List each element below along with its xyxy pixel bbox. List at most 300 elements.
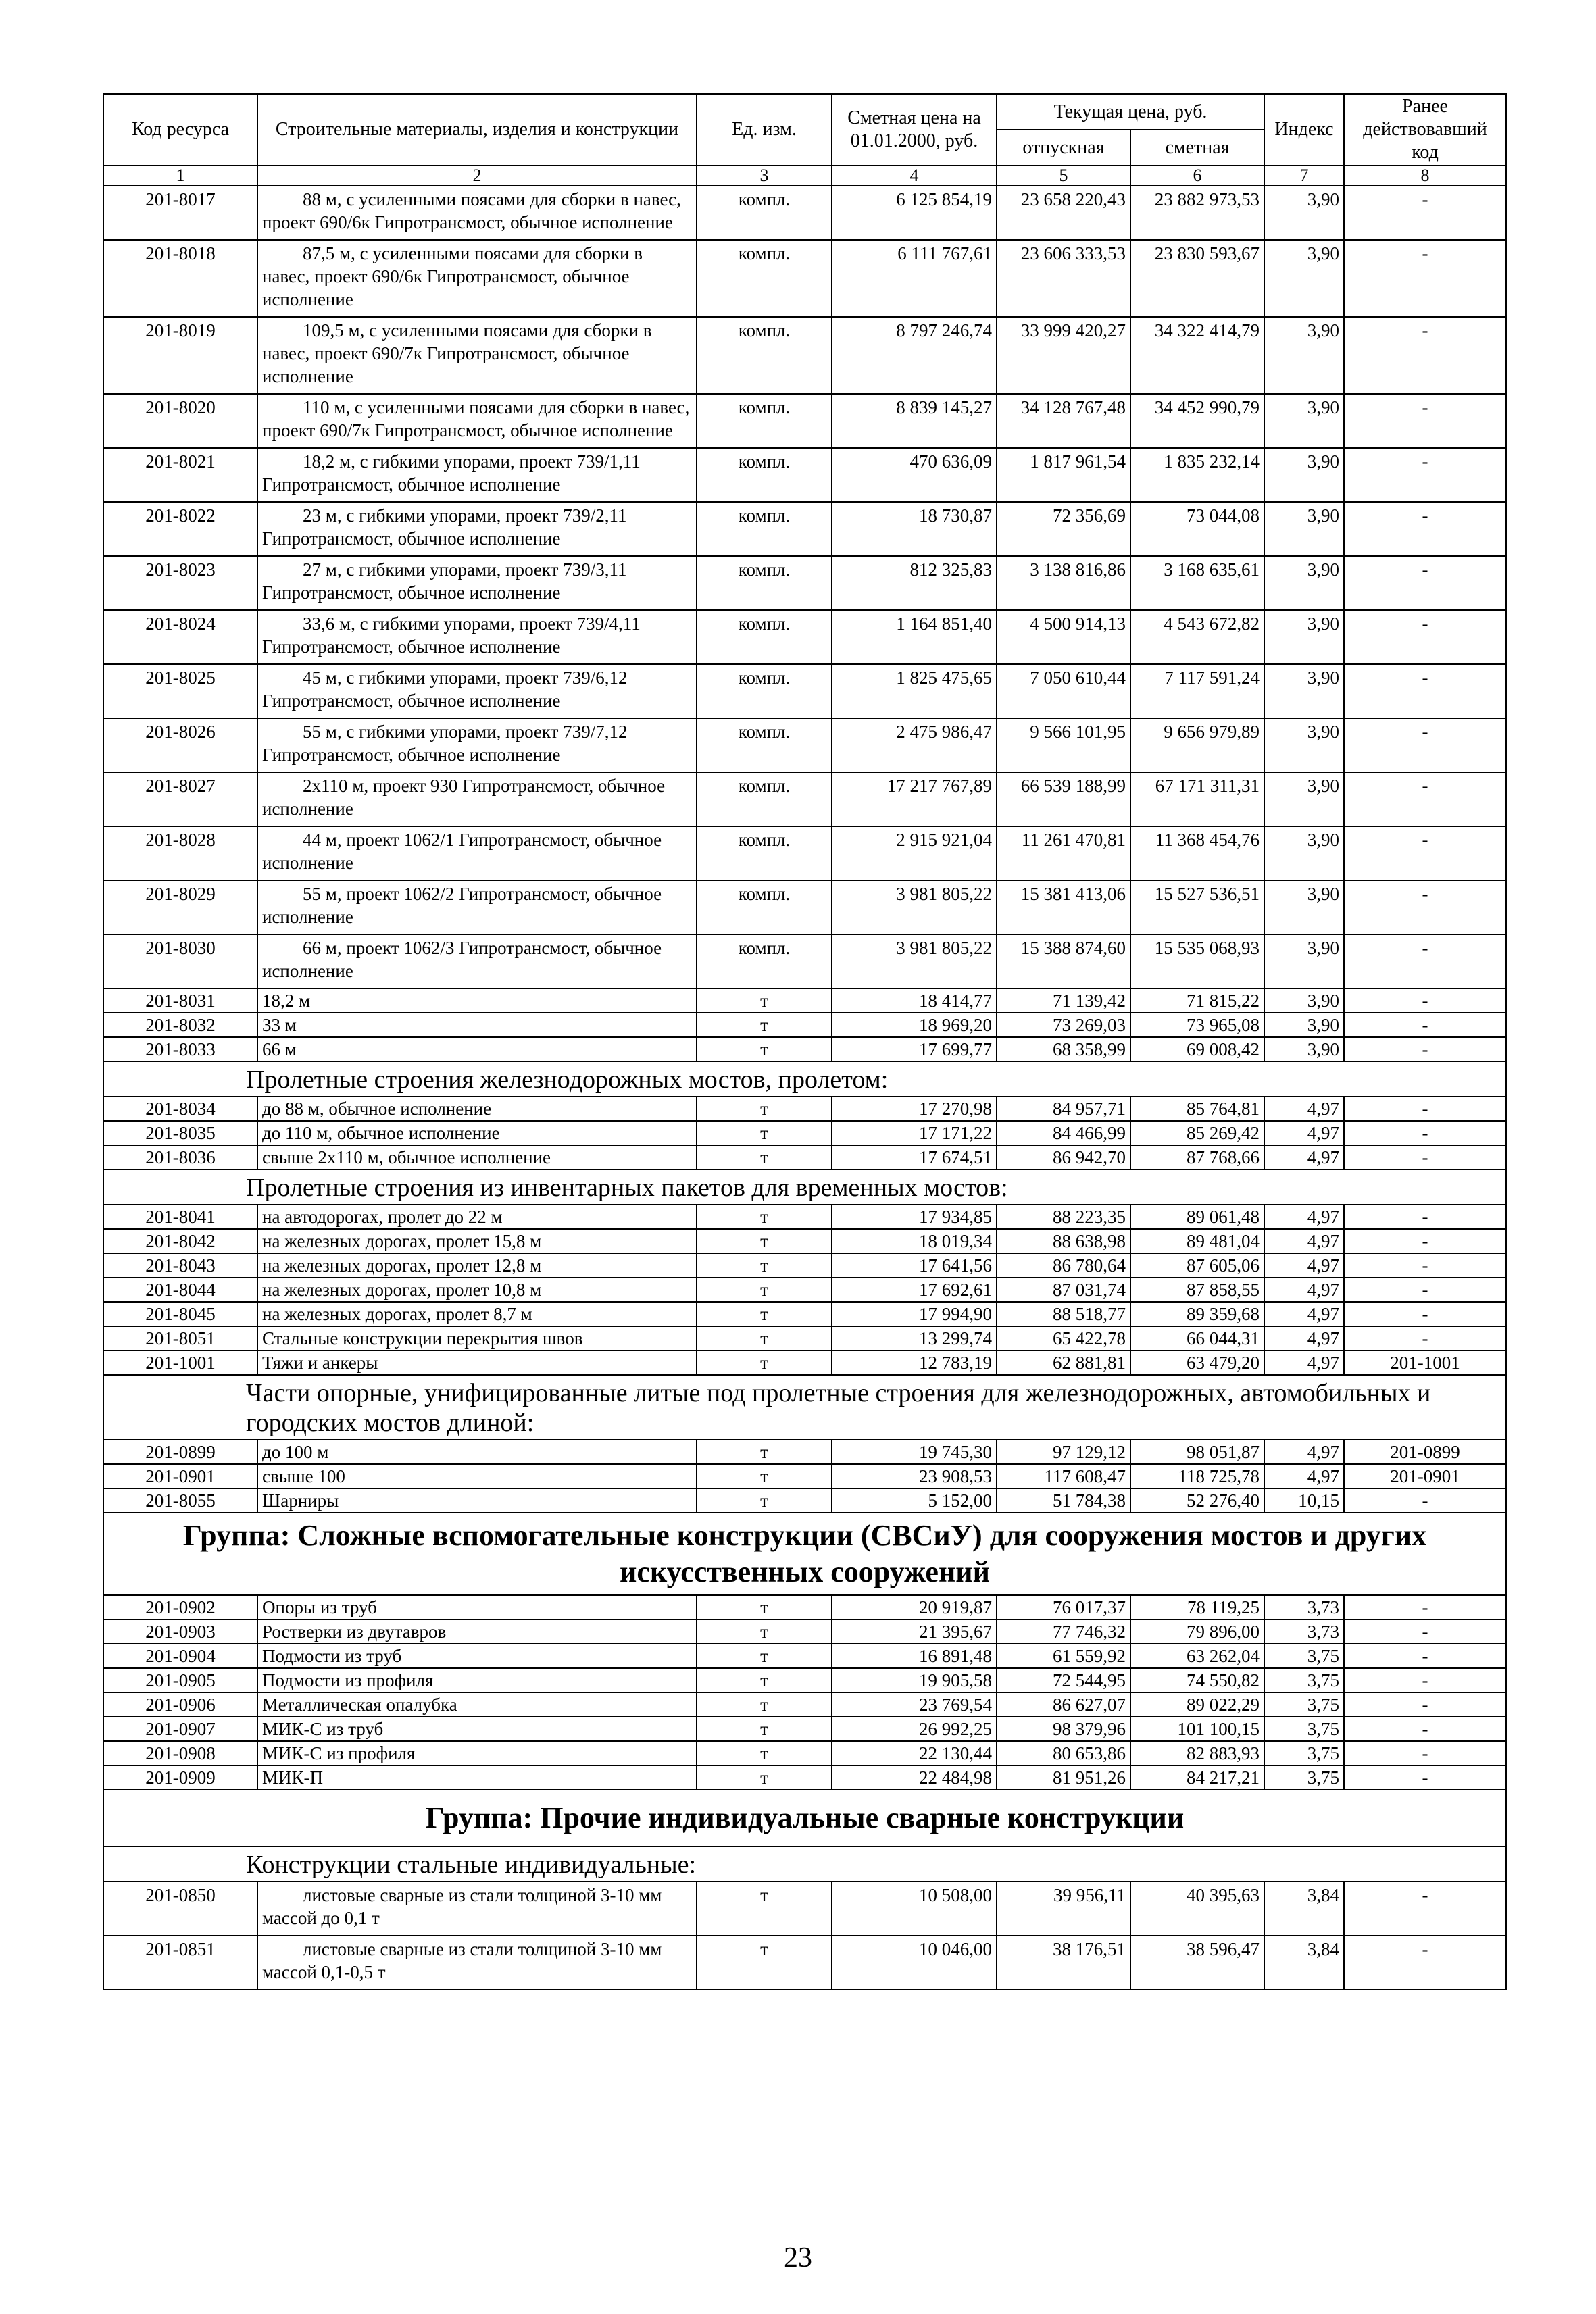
estimate-price: 23 830 593,67 bbox=[1130, 240, 1264, 317]
group-welded bbox=[103, 1790, 1506, 1846]
unit: т bbox=[697, 1440, 832, 1464]
estimate-price: 63 262,04 bbox=[1130, 1644, 1264, 1668]
column-number: 3 bbox=[697, 166, 832, 186]
table-row bbox=[103, 240, 1506, 317]
unit: т bbox=[697, 1936, 832, 1990]
price-index: 4,97 bbox=[1264, 1351, 1344, 1375]
resource-code: 201-0906 bbox=[103, 1692, 257, 1717]
column-number: 7 bbox=[1264, 166, 1344, 186]
section-rail-spans-title: Пролетные строения железнодорожных мостов, пролетом: bbox=[103, 1061, 1506, 1097]
price-index: 3,84 bbox=[1264, 1882, 1344, 1936]
resource-name: до 100 м bbox=[257, 1440, 697, 1464]
table-row bbox=[103, 448, 1506, 502]
resource-code: 201-8019 bbox=[103, 317, 257, 394]
resource-code: 201-8051 bbox=[103, 1326, 257, 1351]
release-price: 15 388 874,60 bbox=[997, 934, 1130, 988]
unit: компл. bbox=[697, 664, 832, 718]
release-price: 88 223,35 bbox=[997, 1205, 1130, 1229]
previous-code: - bbox=[1344, 1668, 1506, 1692]
release-price: 84 957,71 bbox=[997, 1097, 1130, 1121]
resource-code: 201-8044 bbox=[103, 1278, 257, 1302]
release-price: 65 422,78 bbox=[997, 1326, 1130, 1351]
header-estimate: сметная bbox=[1130, 130, 1264, 166]
resource-code: 201-0850 bbox=[103, 1882, 257, 1936]
page-number: 23 bbox=[784, 2242, 812, 2273]
header-base-price: Сметная цена на 01.01.2000, руб. bbox=[832, 94, 997, 166]
unit: т bbox=[697, 1488, 832, 1513]
estimate-price: 3 168 635,61 bbox=[1130, 556, 1264, 610]
unit: компл. bbox=[697, 556, 832, 610]
previous-code: - bbox=[1344, 826, 1506, 880]
base-price: 812 325,83 bbox=[832, 556, 997, 610]
previous-code: - bbox=[1344, 394, 1506, 448]
resource-name bbox=[257, 317, 697, 394]
price-sheet bbox=[103, 93, 1505, 1990]
price-index: 4,97 bbox=[1264, 1121, 1344, 1145]
release-price: 81 951,26 bbox=[997, 1765, 1130, 1790]
resource-name-text: 2x110 м, проект 930 Гипротрансмост, обычное исполнение bbox=[262, 776, 666, 819]
price-index: 4,97 bbox=[1264, 1326, 1344, 1351]
previous-code: - bbox=[1344, 1097, 1506, 1121]
base-price: 2 915 921,04 bbox=[832, 826, 997, 880]
previous-code: - bbox=[1344, 1229, 1506, 1253]
release-price: 72 356,69 bbox=[997, 502, 1130, 556]
table-row bbox=[103, 1253, 1506, 1278]
price-index: 3,90 bbox=[1264, 610, 1344, 664]
section-steel-structures-title: Конструкции стальные индивидуальные: bbox=[103, 1846, 1506, 1882]
table-row bbox=[103, 317, 1506, 394]
table-row bbox=[103, 1037, 1506, 1061]
price-index: 3,90 bbox=[1264, 1037, 1344, 1061]
previous-code: - bbox=[1344, 880, 1506, 934]
resource-code: 201-0909 bbox=[103, 1765, 257, 1790]
section-rail-spans bbox=[103, 1061, 1506, 1097]
resource-name: 33 м bbox=[257, 1013, 697, 1037]
estimate-price: 85 764,81 bbox=[1130, 1097, 1264, 1121]
resource-name bbox=[257, 1882, 697, 1936]
release-price: 88 518,77 bbox=[997, 1302, 1130, 1326]
price-index: 3,75 bbox=[1264, 1644, 1344, 1668]
release-price: 3 138 816,86 bbox=[997, 556, 1130, 610]
estimate-price: 38 596,47 bbox=[1130, 1936, 1264, 1990]
release-price: 68 358,99 bbox=[997, 1037, 1130, 1061]
base-price: 1 164 851,40 bbox=[832, 610, 997, 664]
release-price: 1 817 961,54 bbox=[997, 448, 1130, 502]
estimate-price: 79 896,00 bbox=[1130, 1619, 1264, 1644]
price-index: 3,90 bbox=[1264, 186, 1344, 240]
estimate-price: 73 044,08 bbox=[1130, 502, 1264, 556]
price-index: 4,97 bbox=[1264, 1278, 1344, 1302]
unit: т bbox=[697, 1013, 832, 1037]
base-price: 18 414,77 bbox=[832, 988, 997, 1013]
table-row bbox=[103, 1717, 1506, 1741]
column-number: 6 bbox=[1130, 166, 1264, 186]
previous-code: - bbox=[1344, 1488, 1506, 1513]
resource-name bbox=[257, 718, 697, 772]
resource-name-text: 87,5 м, с усиленными поясами для сборки в навес, проект 690/6к Гипротрансмост, обычное исполнение bbox=[262, 243, 643, 309]
unit: компл. bbox=[697, 880, 832, 934]
estimate-price: 98 051,87 bbox=[1130, 1440, 1264, 1464]
unit: компл. bbox=[697, 448, 832, 502]
resource-name: Подмости из труб bbox=[257, 1644, 697, 1668]
unit: т bbox=[697, 1302, 832, 1326]
resource-name bbox=[257, 610, 697, 664]
estimate-price: 71 815,22 bbox=[1130, 988, 1264, 1013]
release-price: 51 784,38 bbox=[997, 1488, 1130, 1513]
previous-code: - bbox=[1344, 317, 1506, 394]
unit: т bbox=[697, 1644, 832, 1668]
resource-name bbox=[257, 448, 697, 502]
table-row bbox=[103, 1278, 1506, 1302]
price-index: 3,90 bbox=[1264, 826, 1344, 880]
estimate-price: 7 117 591,24 bbox=[1130, 664, 1264, 718]
resource-name: МИК-С из труб bbox=[257, 1717, 697, 1741]
resource-name bbox=[257, 394, 697, 448]
release-price: 97 129,12 bbox=[997, 1440, 1130, 1464]
unit: т bbox=[697, 1741, 832, 1765]
estimate-price: 89 359,68 bbox=[1130, 1302, 1264, 1326]
resource-code: 201-0903 bbox=[103, 1619, 257, 1644]
previous-code: - bbox=[1344, 1302, 1506, 1326]
previous-code: - bbox=[1344, 556, 1506, 610]
resource-name-text: 66 м, проект 1062/3 Гипротрансмост, обычное исполнение bbox=[262, 938, 662, 981]
previous-code: - bbox=[1344, 1121, 1506, 1145]
previous-code: - bbox=[1344, 988, 1506, 1013]
table-row bbox=[103, 1692, 1506, 1717]
unit: т bbox=[697, 1253, 832, 1278]
resource-name: МИК-П bbox=[257, 1765, 697, 1790]
table-row bbox=[103, 1488, 1506, 1513]
resource-name-text: листовые сварные из стали толщиной 3-10 мм массой 0,1-0,5 т bbox=[262, 1939, 662, 1982]
estimate-price: 34 322 414,79 bbox=[1130, 317, 1264, 394]
base-price: 17 217 767,89 bbox=[832, 772, 997, 826]
table-row bbox=[103, 1302, 1506, 1326]
release-price: 86 942,70 bbox=[997, 1145, 1130, 1169]
price-index: 3,90 bbox=[1264, 988, 1344, 1013]
previous-code: - bbox=[1344, 1936, 1506, 1990]
base-price: 26 992,25 bbox=[832, 1717, 997, 1741]
resource-code: 201-0901 bbox=[103, 1464, 257, 1488]
header-release: отпускная bbox=[997, 130, 1130, 166]
previous-code: - bbox=[1344, 448, 1506, 502]
release-price: 80 653,86 bbox=[997, 1741, 1130, 1765]
table-row bbox=[103, 1464, 1506, 1488]
base-price: 3 981 805,22 bbox=[832, 934, 997, 988]
resource-code: 201-0902 bbox=[103, 1595, 257, 1619]
resource-code: 201-0904 bbox=[103, 1644, 257, 1668]
resource-code: 201-0899 bbox=[103, 1440, 257, 1464]
unit: компл. bbox=[697, 934, 832, 988]
base-price: 1 825 475,65 bbox=[832, 664, 997, 718]
resource-name: Стальные конструкции перекрытия швов bbox=[257, 1326, 697, 1351]
release-price: 23 658 220,43 bbox=[997, 186, 1130, 240]
resource-name bbox=[257, 502, 697, 556]
resource-code: 201-8045 bbox=[103, 1302, 257, 1326]
unit: компл. bbox=[697, 394, 832, 448]
estimate-price: 74 550,82 bbox=[1130, 1668, 1264, 1692]
resource-name bbox=[257, 186, 697, 240]
price-table bbox=[103, 93, 1507, 1990]
base-price: 22 484,98 bbox=[832, 1765, 997, 1790]
resource-name bbox=[257, 664, 697, 718]
resource-code: 201-8055 bbox=[103, 1488, 257, 1513]
estimate-price: 69 008,42 bbox=[1130, 1037, 1264, 1061]
base-price: 17 641,56 bbox=[832, 1253, 997, 1278]
unit: т bbox=[697, 1668, 832, 1692]
unit: т bbox=[697, 1619, 832, 1644]
resource-name-text: листовые сварные из стали толщиной 3-10 мм массой до 0,1 т bbox=[262, 1885, 662, 1928]
estimate-price: 1 835 232,14 bbox=[1130, 448, 1264, 502]
base-price: 10 046,00 bbox=[832, 1936, 997, 1990]
price-index: 4,97 bbox=[1264, 1145, 1344, 1169]
price-index: 3,90 bbox=[1264, 934, 1344, 988]
resource-name: Ростверки из двутавров bbox=[257, 1619, 697, 1644]
resource-name: на железных дорогах, пролет 10,8 м bbox=[257, 1278, 697, 1302]
estimate-price: 52 276,40 bbox=[1130, 1488, 1264, 1513]
base-price: 12 783,19 bbox=[832, 1351, 997, 1375]
release-price: 7 050 610,44 bbox=[997, 664, 1130, 718]
resource-name-text: 55 м, проект 1062/2 Гипротрансмост, обычное исполнение bbox=[262, 884, 662, 927]
estimate-price: 9 656 979,89 bbox=[1130, 718, 1264, 772]
resource-name: Подмости из профиля bbox=[257, 1668, 697, 1692]
resource-code: 201-0851 bbox=[103, 1936, 257, 1990]
estimate-price: 89 022,29 bbox=[1130, 1692, 1264, 1717]
previous-code: - bbox=[1344, 1013, 1506, 1037]
resource-name: Шарниры bbox=[257, 1488, 697, 1513]
release-price: 98 379,96 bbox=[997, 1717, 1130, 1741]
base-price: 470 636,09 bbox=[832, 448, 997, 502]
table-row bbox=[103, 1668, 1506, 1692]
resource-code: 201-8042 bbox=[103, 1229, 257, 1253]
release-price: 23 606 333,53 bbox=[997, 240, 1130, 317]
release-price: 4 500 914,13 bbox=[997, 610, 1130, 664]
table-row bbox=[103, 1619, 1506, 1644]
resource-name-text: 109,5 м, с усиленными поясами для сборки в навес, проект 690/7к Гипротрансмост, обычное исполнение bbox=[262, 320, 652, 386]
section-steel-structures bbox=[103, 1846, 1506, 1882]
price-index: 3,75 bbox=[1264, 1692, 1344, 1717]
table-row bbox=[103, 718, 1506, 772]
estimate-price: 40 395,63 bbox=[1130, 1882, 1264, 1936]
base-price: 20 919,87 bbox=[832, 1595, 997, 1619]
resource-name-text: 45 м, с гибкими упорами, проект 739/6,12 Гипротрансмост, обычное исполнение bbox=[262, 668, 628, 711]
resource-code: 201-8034 bbox=[103, 1097, 257, 1121]
unit: компл. bbox=[697, 610, 832, 664]
release-price: 87 031,74 bbox=[997, 1278, 1130, 1302]
previous-code: - bbox=[1344, 1717, 1506, 1741]
resource-name: Опоры из труб bbox=[257, 1595, 697, 1619]
table-row bbox=[103, 1765, 1506, 1790]
release-price: 66 539 188,99 bbox=[997, 772, 1130, 826]
release-price: 73 269,03 bbox=[997, 1013, 1130, 1037]
price-index: 3,90 bbox=[1264, 556, 1344, 610]
unit: т bbox=[697, 1037, 832, 1061]
base-price: 6 125 854,19 bbox=[832, 186, 997, 240]
release-price: 77 746,32 bbox=[997, 1619, 1130, 1644]
resource-name: Тяжи и анкеры bbox=[257, 1351, 697, 1375]
base-price: 23 908,53 bbox=[832, 1464, 997, 1488]
previous-code: - bbox=[1344, 1037, 1506, 1061]
price-index: 3,90 bbox=[1264, 718, 1344, 772]
resource-code: 201-8041 bbox=[103, 1205, 257, 1229]
estimate-price: 67 171 311,31 bbox=[1130, 772, 1264, 826]
estimate-price: 87 858,55 bbox=[1130, 1278, 1264, 1302]
resource-code: 201-8029 bbox=[103, 880, 257, 934]
resource-name: свыше 100 bbox=[257, 1464, 697, 1488]
group-welded-title: Группа: Прочие индивидуальные сварные конструкции bbox=[103, 1790, 1506, 1846]
estimate-price: 15 535 068,93 bbox=[1130, 934, 1264, 988]
previous-code: - bbox=[1344, 502, 1506, 556]
estimate-price: 4 543 672,82 bbox=[1130, 610, 1264, 664]
column-number: 4 bbox=[832, 166, 997, 186]
previous-code: - bbox=[1344, 1619, 1506, 1644]
header-prev-code: Ранее действовавший код bbox=[1344, 94, 1506, 166]
release-price: 71 139,42 bbox=[997, 988, 1130, 1013]
group-svsiu-title: Группа: Сложные вспомогательные конструкции (СВСиУ) для сооружения мостов и других искусственных сооружений bbox=[103, 1513, 1506, 1595]
resource-code: 201-1001 bbox=[103, 1351, 257, 1375]
resource-name bbox=[257, 772, 697, 826]
resource-name: свыше 2x110 м, обычное исполнение bbox=[257, 1145, 697, 1169]
release-price: 61 559,92 bbox=[997, 1644, 1130, 1668]
table-row bbox=[103, 1145, 1506, 1169]
unit: т bbox=[697, 1205, 832, 1229]
price-index: 4,97 bbox=[1264, 1097, 1344, 1121]
base-price: 17 674,51 bbox=[832, 1145, 997, 1169]
column-number-row bbox=[103, 166, 1506, 186]
header-current-price: Текущая цена, руб. bbox=[997, 94, 1264, 130]
price-index: 4,97 bbox=[1264, 1464, 1344, 1488]
base-price: 6 111 767,61 bbox=[832, 240, 997, 317]
resource-code: 201-8027 bbox=[103, 772, 257, 826]
resource-name bbox=[257, 240, 697, 317]
release-price: 76 017,37 bbox=[997, 1595, 1130, 1619]
table-row bbox=[103, 1882, 1506, 1936]
resource-code: 201-8020 bbox=[103, 394, 257, 448]
resource-name-text: 55 м, с гибкими упорами, проект 739/7,12 Гипротрансмост, обычное исполнение bbox=[262, 722, 628, 765]
section-temporary-spans-title: Пролетные строения из инвентарных пакетов для временных мостов: bbox=[103, 1169, 1506, 1205]
release-price: 62 881,81 bbox=[997, 1351, 1130, 1375]
resource-code: 201-8025 bbox=[103, 664, 257, 718]
column-number: 8 bbox=[1344, 166, 1506, 186]
section-bearings bbox=[103, 1375, 1506, 1440]
base-price: 19 745,30 bbox=[832, 1440, 997, 1464]
price-index: 3,90 bbox=[1264, 502, 1344, 556]
release-price: 86 627,07 bbox=[997, 1692, 1130, 1717]
group-svsiu bbox=[103, 1513, 1506, 1595]
estimate-price: 73 965,08 bbox=[1130, 1013, 1264, 1037]
column-number: 1 bbox=[103, 166, 257, 186]
release-price: 34 128 767,48 bbox=[997, 394, 1130, 448]
price-index: 3,75 bbox=[1264, 1765, 1344, 1790]
base-price: 8 797 246,74 bbox=[832, 317, 997, 394]
table-row bbox=[103, 1097, 1506, 1121]
previous-code: - bbox=[1344, 1253, 1506, 1278]
table-row bbox=[103, 610, 1506, 664]
base-price: 2 475 986,47 bbox=[832, 718, 997, 772]
unit: т bbox=[697, 1765, 832, 1790]
release-price: 33 999 420,27 bbox=[997, 317, 1130, 394]
unit: т bbox=[697, 1278, 832, 1302]
estimate-price: 89 481,04 bbox=[1130, 1229, 1264, 1253]
unit: т bbox=[697, 1595, 832, 1619]
resource-name: Металлическая опалубка bbox=[257, 1692, 697, 1717]
price-index: 4,97 bbox=[1264, 1205, 1344, 1229]
resource-name bbox=[257, 1936, 697, 1990]
resource-code: 201-8031 bbox=[103, 988, 257, 1013]
resource-code: 201-8023 bbox=[103, 556, 257, 610]
table-row bbox=[103, 1121, 1506, 1145]
resource-code: 201-8035 bbox=[103, 1121, 257, 1145]
price-index: 4,97 bbox=[1264, 1253, 1344, 1278]
estimate-price: 34 452 990,79 bbox=[1130, 394, 1264, 448]
base-price: 18 019,34 bbox=[832, 1229, 997, 1253]
release-price: 86 780,64 bbox=[997, 1253, 1130, 1278]
resource-name bbox=[257, 826, 697, 880]
estimate-price: 78 119,25 bbox=[1130, 1595, 1264, 1619]
resource-code: 201-0908 bbox=[103, 1741, 257, 1765]
resource-name: 18,2 м bbox=[257, 988, 697, 1013]
previous-code: - bbox=[1344, 1145, 1506, 1169]
resource-name: до 110 м, обычное исполнение bbox=[257, 1121, 697, 1145]
table-row bbox=[103, 934, 1506, 988]
table-row bbox=[103, 1741, 1506, 1765]
unit: т bbox=[697, 988, 832, 1013]
table-header bbox=[103, 94, 1506, 186]
price-index: 3,75 bbox=[1264, 1717, 1344, 1741]
base-price: 5 152,00 bbox=[832, 1488, 997, 1513]
table-row bbox=[103, 1595, 1506, 1619]
price-index: 3,75 bbox=[1264, 1741, 1344, 1765]
price-index: 4,97 bbox=[1264, 1302, 1344, 1326]
previous-code: - bbox=[1344, 240, 1506, 317]
release-price: 38 176,51 bbox=[997, 1936, 1130, 1990]
unit: т bbox=[697, 1351, 832, 1375]
previous-code: - bbox=[1344, 718, 1506, 772]
previous-code: - bbox=[1344, 1278, 1506, 1302]
unit: т bbox=[697, 1121, 832, 1145]
resource-name: на железных дорогах, пролет 8,7 м bbox=[257, 1302, 697, 1326]
release-price: 39 956,11 bbox=[997, 1882, 1130, 1936]
previous-code: 201-0899 bbox=[1344, 1440, 1506, 1464]
resource-code: 201-8028 bbox=[103, 826, 257, 880]
table-row bbox=[103, 502, 1506, 556]
unit: т bbox=[697, 1229, 832, 1253]
previous-code: - bbox=[1344, 1205, 1506, 1229]
price-index: 3,90 bbox=[1264, 664, 1344, 718]
header-index: Индекс bbox=[1264, 94, 1344, 166]
base-price: 19 905,58 bbox=[832, 1668, 997, 1692]
base-price: 16 891,48 bbox=[832, 1644, 997, 1668]
table-row bbox=[103, 772, 1506, 826]
resource-name-text: 110 м, с усиленными поясами для сборки в навес, проект 690/7к Гипротрансмост, обычное исполнение bbox=[262, 397, 690, 441]
resource-name: до 88 м, обычное исполнение bbox=[257, 1097, 697, 1121]
resource-name: МИК-С из профиля bbox=[257, 1741, 697, 1765]
unit: компл. bbox=[697, 186, 832, 240]
base-price: 8 839 145,27 bbox=[832, 394, 997, 448]
unit: компл. bbox=[697, 718, 832, 772]
estimate-price: 87 768,66 bbox=[1130, 1145, 1264, 1169]
resource-name: на автодорогах, пролет до 22 м bbox=[257, 1205, 697, 1229]
estimate-price: 82 883,93 bbox=[1130, 1741, 1264, 1765]
base-price: 17 934,85 bbox=[832, 1205, 997, 1229]
estimate-price: 15 527 536,51 bbox=[1130, 880, 1264, 934]
previous-code: - bbox=[1344, 186, 1506, 240]
resource-code: 201-8043 bbox=[103, 1253, 257, 1278]
release-price: 72 544,95 bbox=[997, 1668, 1130, 1692]
estimate-price: 66 044,31 bbox=[1130, 1326, 1264, 1351]
unit: компл. bbox=[697, 826, 832, 880]
resource-code: 201-0905 bbox=[103, 1668, 257, 1692]
previous-code: - bbox=[1344, 1595, 1506, 1619]
